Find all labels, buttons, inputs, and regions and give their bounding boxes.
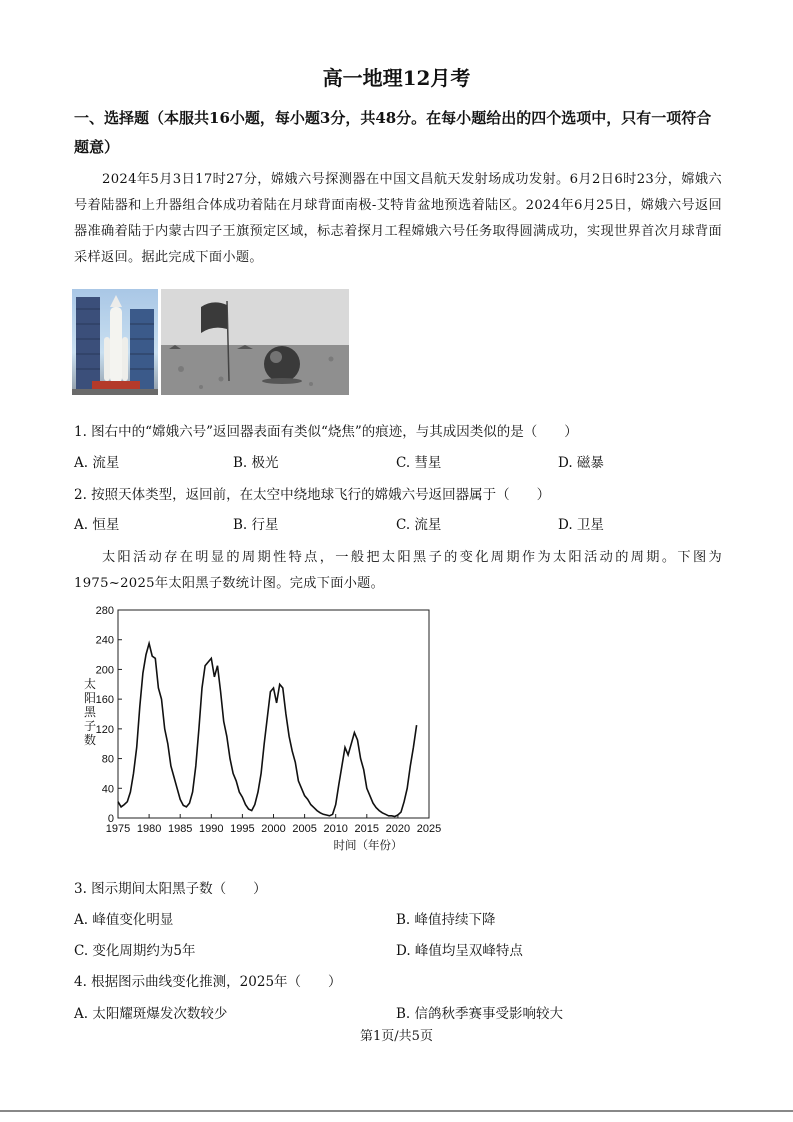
x-tick-label: 1985 (167, 823, 193, 835)
x-axis-label: 时间（年份） (333, 840, 403, 852)
x-tick-label: 2000 (261, 823, 286, 835)
y-tick-label: 240 (95, 634, 114, 647)
y-tick-label: 40 (101, 783, 114, 796)
y-tick-label: 200 (95, 664, 114, 677)
y-tick-label: 80 (101, 753, 114, 766)
passage-sunspot: 太阳活动存在明显的周期性特点，一般把太阳黑子的变化周期作为太阳活动的周期。下图为1975~2025年太阳黑子数统计图。完成下面小题。 (74, 550, 722, 591)
q3-option-a[interactable]: A. 峰值变化明显 (74, 912, 174, 928)
y-tick-label: 280 (95, 605, 114, 617)
q3-option-d[interactable]: D. 峰值均呈双峰特点 (396, 943, 523, 959)
q3-option-c[interactable]: C. 变化周期约为5年 (74, 943, 196, 959)
question-4-stem: 4. 根据图示曲线变化推测，2025年（ ） (74, 974, 342, 990)
q4-option-a[interactable]: A. 太阳耀斑爆发次数较少 (74, 1006, 228, 1022)
section-heading: 一、选择题（本服共16小题，每小题3分，共48分。在每小题给出的四个选项中，只有一项符合题意） (74, 109, 712, 156)
y-axis-label: 太阳黑子数 (84, 677, 97, 747)
x-tick-label: 2020 (385, 823, 411, 835)
q2-option-d[interactable]: D. 卫星 (558, 517, 604, 533)
x-tick-label: 2025 (416, 823, 442, 835)
passage-chang-e-6: 2024年5月3日17时27分，嫦娥六号探测器在中国文昌航天发射场成功发射。6月2日6时23分，嫦娥六号着陆器和上升器组合体成功着陆在月球背面南极-艾特肯盆地预选着陆区。2024年6月25日，嫦娥六号返回器准确着陆于内蒙古四子王旗预定区域，标志着探月工程嫦娥六号任务取得圆满成功，实现世界首次月球背面采样返回。据此完成下面小题。 (74, 172, 722, 265)
rocket-launch-photo (72, 289, 158, 395)
x-tick-label: 1995 (230, 823, 255, 835)
x-tick-label: 1980 (136, 823, 162, 835)
return-capsule-landing-photo (161, 289, 349, 395)
q1-option-b[interactable]: B. 极光 (233, 455, 279, 471)
sunspot-series-line (118, 643, 417, 816)
q3-option-b[interactable]: B. 峰值持续下降 (396, 912, 496, 928)
x-tick-label: 2015 (354, 823, 380, 835)
sunspot-chart (72, 600, 444, 858)
x-tick-label: 2005 (292, 823, 317, 835)
question-3-stem: 3. 图示期间太阳黑子数（ ） (74, 881, 267, 897)
x-tick-label: 1990 (199, 823, 224, 835)
y-tick-label: 160 (95, 694, 114, 707)
q2-option-b[interactable]: B. 行星 (233, 517, 279, 533)
q1-option-d[interactable]: D. 磁暴 (558, 455, 604, 471)
q2-option-a[interactable]: A. 恒星 (74, 517, 120, 533)
bottom-divider (0, 1110, 793, 1112)
q1-option-c[interactable]: C. 彗星 (396, 455, 442, 471)
q4-option-b[interactable]: B. 信鸽秋季赛事受影响较大 (396, 1006, 564, 1022)
page-title: 高一地理12月考 (322, 66, 471, 90)
plot-frame (118, 610, 429, 818)
q2-option-c[interactable]: C. 流星 (396, 517, 442, 533)
y-tick-label: 120 (95, 723, 114, 736)
y-tick-label: 0 (107, 813, 114, 825)
page-footer: 第1页/共5页 (360, 1029, 433, 1044)
x-tick-label: 1975 (105, 823, 131, 835)
question-1-stem: 1. 图右中的“嫦娥六号”返回器表面有类似“烧焦”的痕迹，与其成因类似的是（ ） (74, 424, 578, 440)
q1-option-a[interactable]: A. 流星 (74, 455, 120, 471)
x-tick-label: 2010 (323, 823, 348, 835)
question-2-stem: 2. 按照天体类型，返回前，在太空中绕地球飞行的嫦娥六号返回器属于（ ） (74, 487, 551, 503)
